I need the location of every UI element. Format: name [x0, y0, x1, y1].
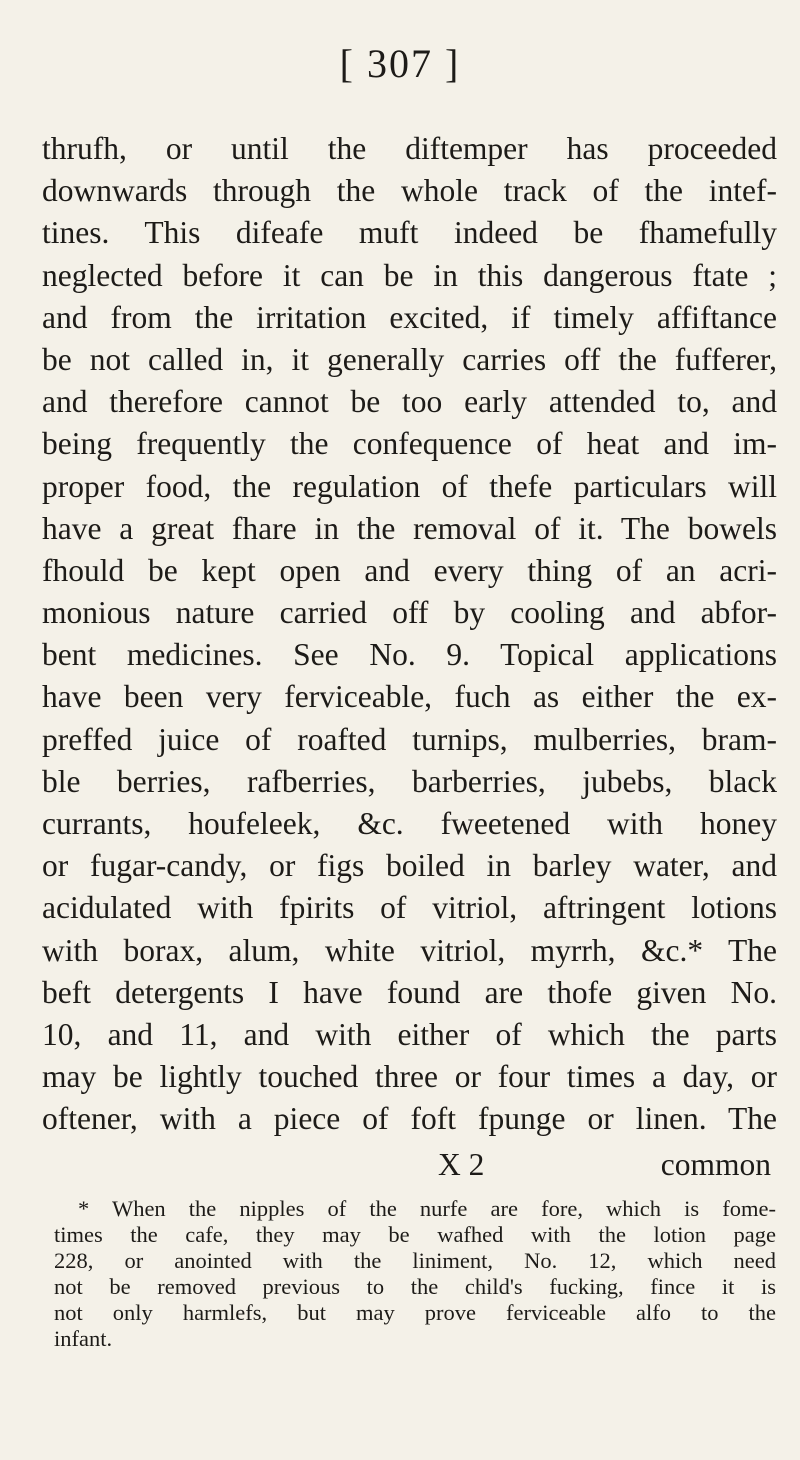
text-line: 10, and 11, and with either of which the parts	[42, 1016, 777, 1052]
text-line: and therefore cannot be too early attended to, and	[42, 384, 777, 420]
text-line: oftener, with a piece of foft fpunge or linen. The	[42, 1101, 777, 1137]
text-line: have been very ferviceable, fuch as either the ex-	[42, 679, 777, 715]
text-line: may be lightly touched three or four times a day, or	[42, 1059, 777, 1095]
text-line: thrufh, or until the diftemper has proceeded	[42, 131, 777, 166]
text-line: bent medicines. See No. 9. Topical applications	[42, 637, 777, 673]
text-line: neglected before it can be in this dangerous ftate ;	[42, 257, 777, 293]
footnote-line: * When the nipples of the nurfe are fore, which is fome-	[78, 1196, 776, 1221]
footnote-line: not be removed previous to the child's fucking, fince it is	[54, 1274, 776, 1299]
text-line: monious nature carried off by cooling and abfor-	[42, 595, 777, 631]
text-line: being frequently the confequence of heat and im-	[42, 426, 777, 462]
footnote-line: 228, or anointed with the liniment, No. 12, which need	[54, 1248, 776, 1273]
footnote-line: times the cafe, they may be wafhed with the lotion page	[54, 1222, 776, 1247]
text-line: tines. This difeafe muft indeed be fhamefully	[42, 215, 777, 251]
page-number-header: [ 307 ]	[339, 41, 461, 86]
body-text	[42, 128, 777, 1141]
text-line: have a great fhare in the removal of it. The bowels	[42, 510, 777, 546]
footnote	[54, 1196, 776, 1352]
text-line: downwards through the whole track of the intef-	[42, 173, 777, 209]
text-line: fhould be kept open and every thing of an acri-	[42, 552, 777, 588]
catchword: common	[660, 1147, 771, 1182]
text-line: be not called in, it generally carries off the fufferer,	[42, 341, 777, 377]
text-line: or fugar-candy, or figs boiled in barley water, and	[42, 848, 777, 884]
text-line: ble berries, rafberries, barberries, jubebs, black	[42, 763, 777, 799]
footnote-line: infant.	[54, 1326, 113, 1351]
text-line: currants, houfeleek, &c. fweetened with honey	[42, 806, 777, 841]
signature-mark: X 2	[438, 1147, 485, 1182]
text-line: with borax, alum, white vitriol, myrrh, &c.* The	[42, 932, 777, 968]
text-line: beft detergents I have found are thofe given No.	[42, 974, 777, 1010]
catch-line	[42, 1144, 777, 1186]
footnote-line: not only harmlefs, but may prove ferviceable alfo to the	[54, 1300, 776, 1325]
text-line: proper food, the regulation of thefe particulars will	[42, 468, 777, 504]
text-line: acidulated with fpirits of vitriol, aftringent lotions	[42, 890, 777, 926]
text-line: preffed juice of roafted turnips, mulberries, bram-	[42, 721, 777, 757]
text-line: and from the irritation excited, if timely affiftance	[42, 299, 777, 335]
